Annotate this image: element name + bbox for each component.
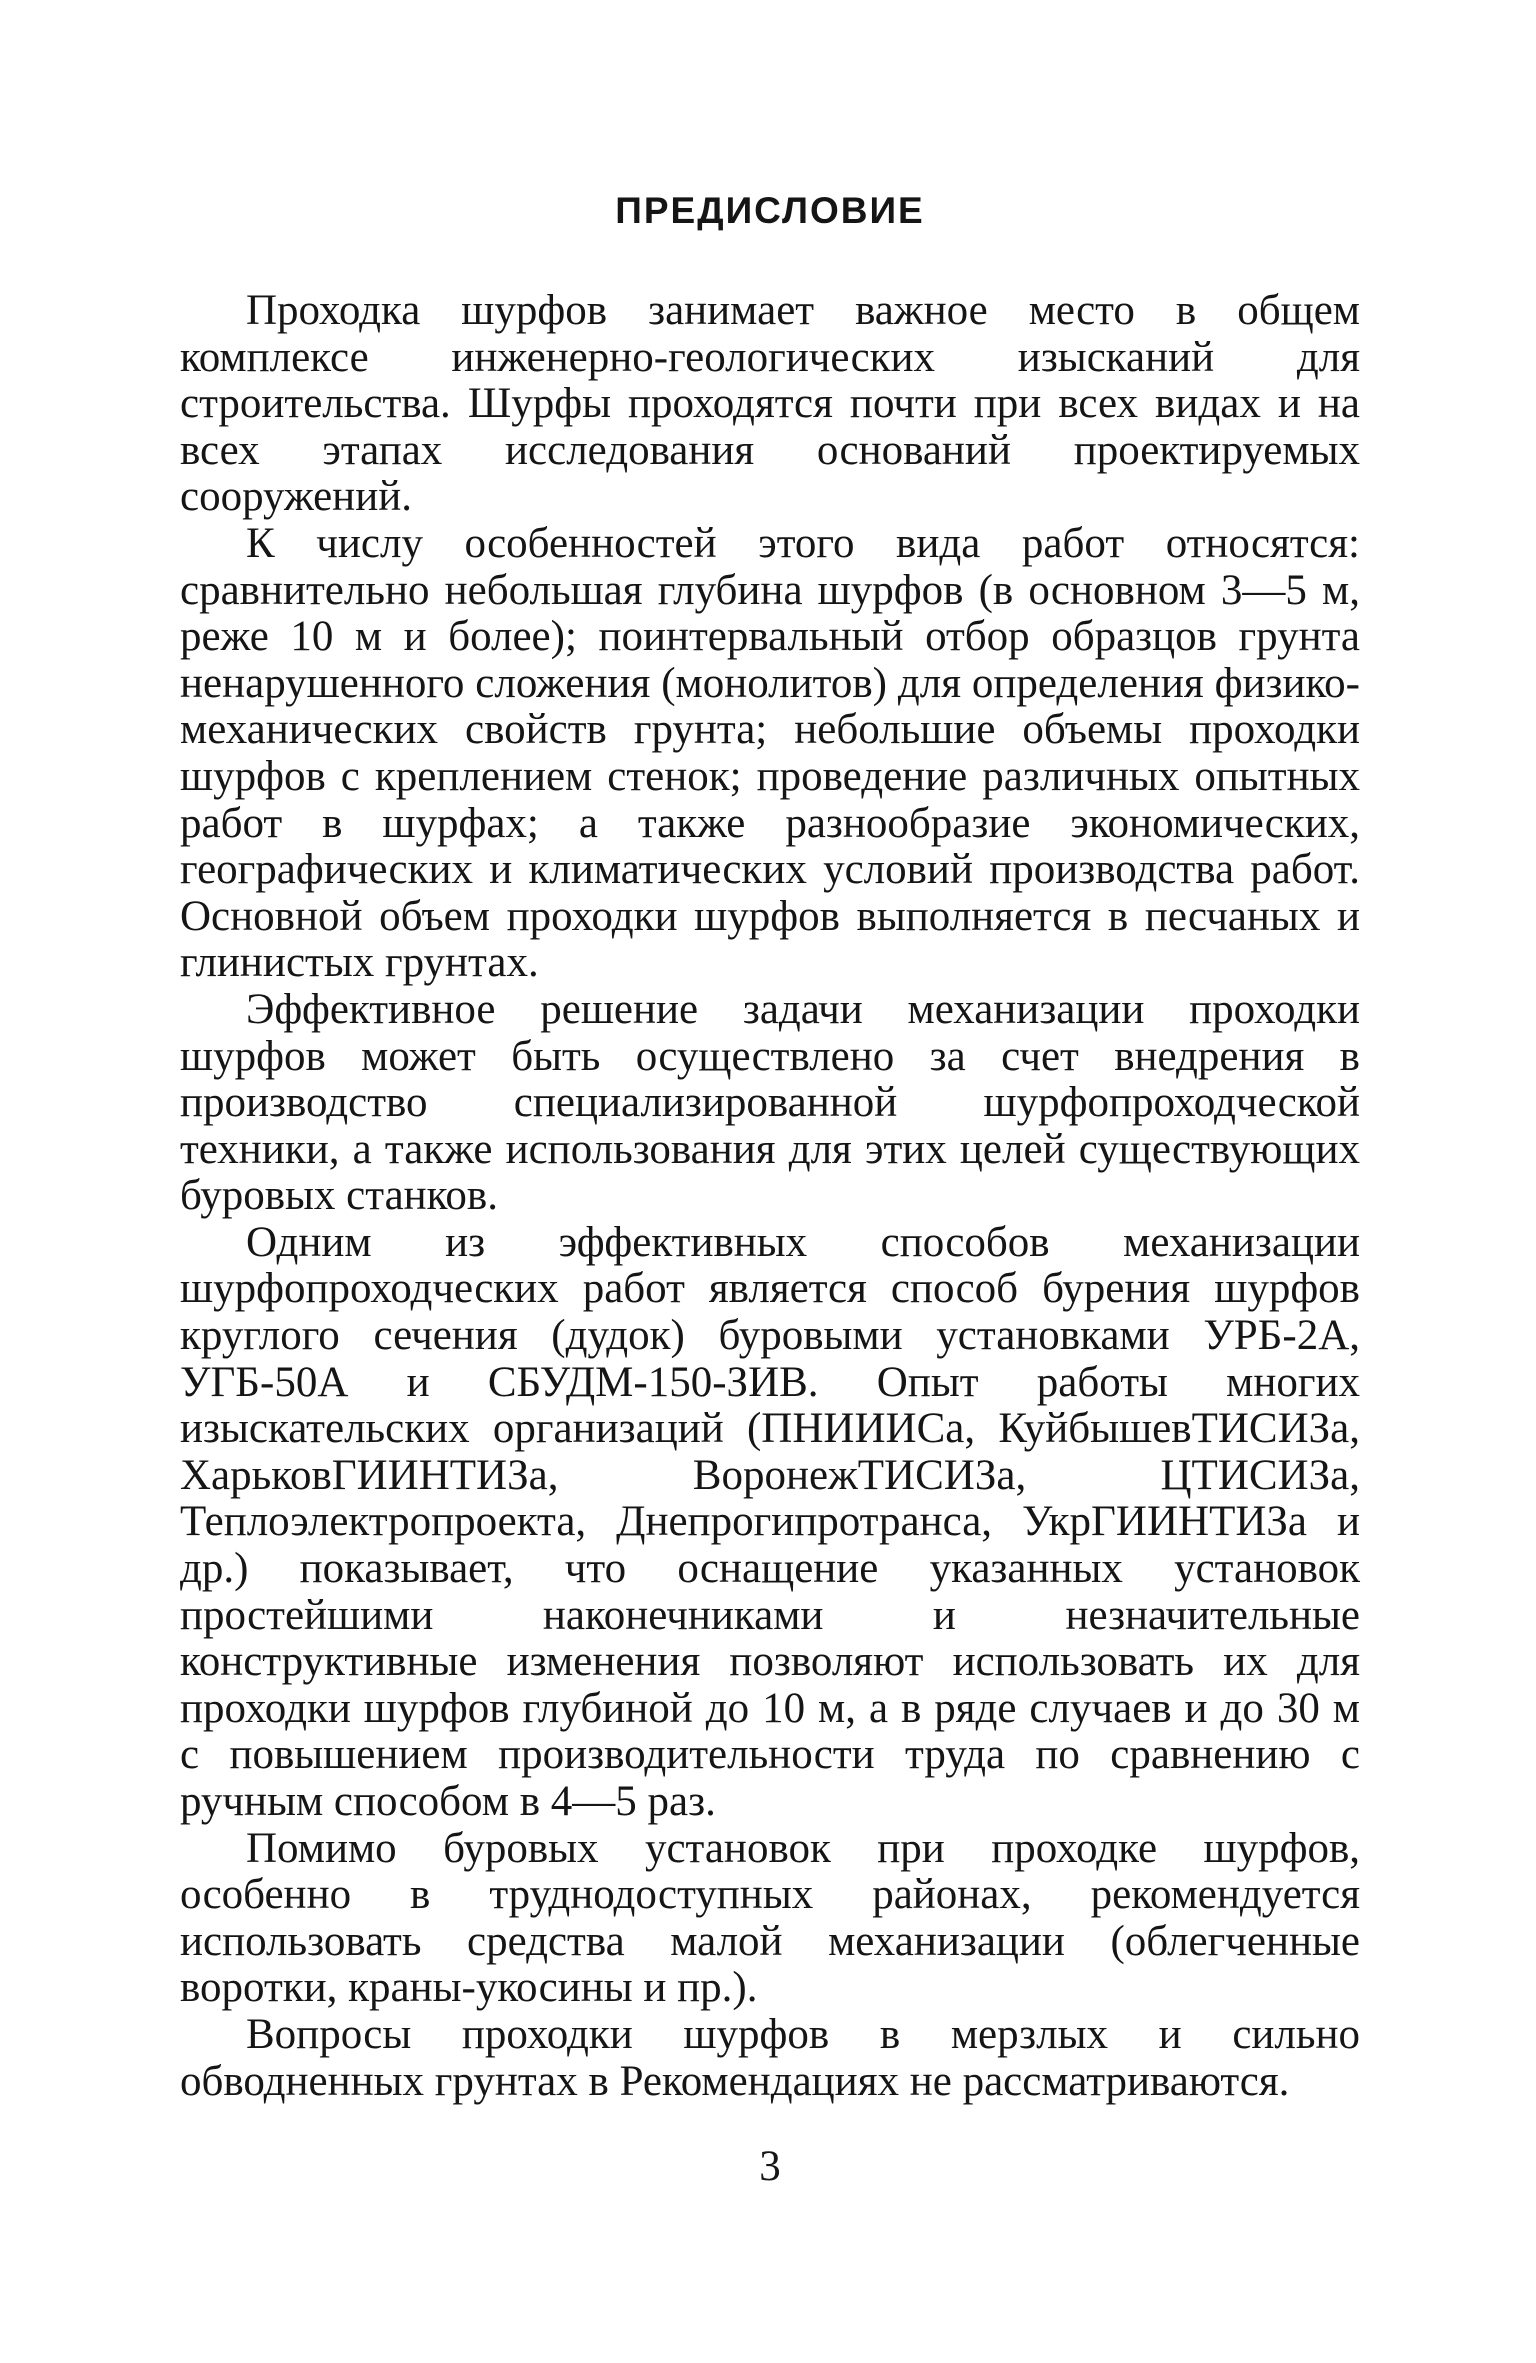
paragraph-6: Вопросы проходки шурфов в мерзлых и сильно обводненных грунтах в Рекомендациях не рассматриваются.: [180, 2010, 1360, 2105]
paragraph-4: Одним из эффективных способов механизации шурфопроходческих работ является способ бурения шурфов круглого сечения (дудок) буровыми установками УРБ-2А, УГБ-50А и СБУДМ-150-ЗИВ. Опыт работы многих изыскательских организаций (ПНИИИСа, КуйбышевТИСИЗа, ХарьковГИИНТИЗа, ВоронежТИСИЗа, ЦТИСИЗа, Теплоэлектропроекта, Днепрогипротранса, УкрГИИНТИЗа и др.) показывает, что оснащение указанных установок простейшими наконечниками и незначительные конструктивные изменения позволяют использовать их для проходки шурфов глубиной до 10 м, а в ряде случаев и до 30 м с повышением производительности труда по сравнению с ручным способом в 4—5 раз.: [180, 1218, 1360, 1825]
paragraph-1: Проходка шурфов занимает важное место в общем комплексе инженерно-геологических изысканий для строительства. Шурфы проходятся почти при всех видах и на всех этапах исследования оснований проектируемых сооружений.: [180, 287, 1360, 521]
page-number: 3: [759, 2143, 781, 2190]
page-title: ПРЕДИСЛОВИЕ: [615, 190, 925, 231]
paragraph-3: Эффективное решение задачи механизации проходки шурфов может быть осуществлено за счет внедрения в производство специализированной шурфопроходческой техники, а также использования для этих целей существующих буровых станков.: [180, 985, 1360, 1220]
body-text: [180, 288, 1360, 2105]
paragraph-5: Помимо буровых установок при проходке шурфов, особенно в труднодоступных районах, рекомендуется использовать средства малой механизации (облегченные воротки, краны-укосины и пр.).: [180, 1824, 1360, 2012]
document-page: [180, 0, 1360, 2363]
paragraph-2: К числу особенностей этого вида работ относятся: сравнительно небольшая глубина шурфов (в основном 3—5 м, реже 10 м и более); поинтервальный отбор образцов грунта ненарушенного сложения (монолитов) для определения физико-механических свойств грунта; небольшие объемы проходки шурфов с креплением стенок; проведение различных опытных работ в шурфах; а также разнообразие экономических, географических и климатических условий производства работ. Основной объем проходки шурфов выполняется в песчаных и глинистых грунтах.: [180, 519, 1360, 987]
